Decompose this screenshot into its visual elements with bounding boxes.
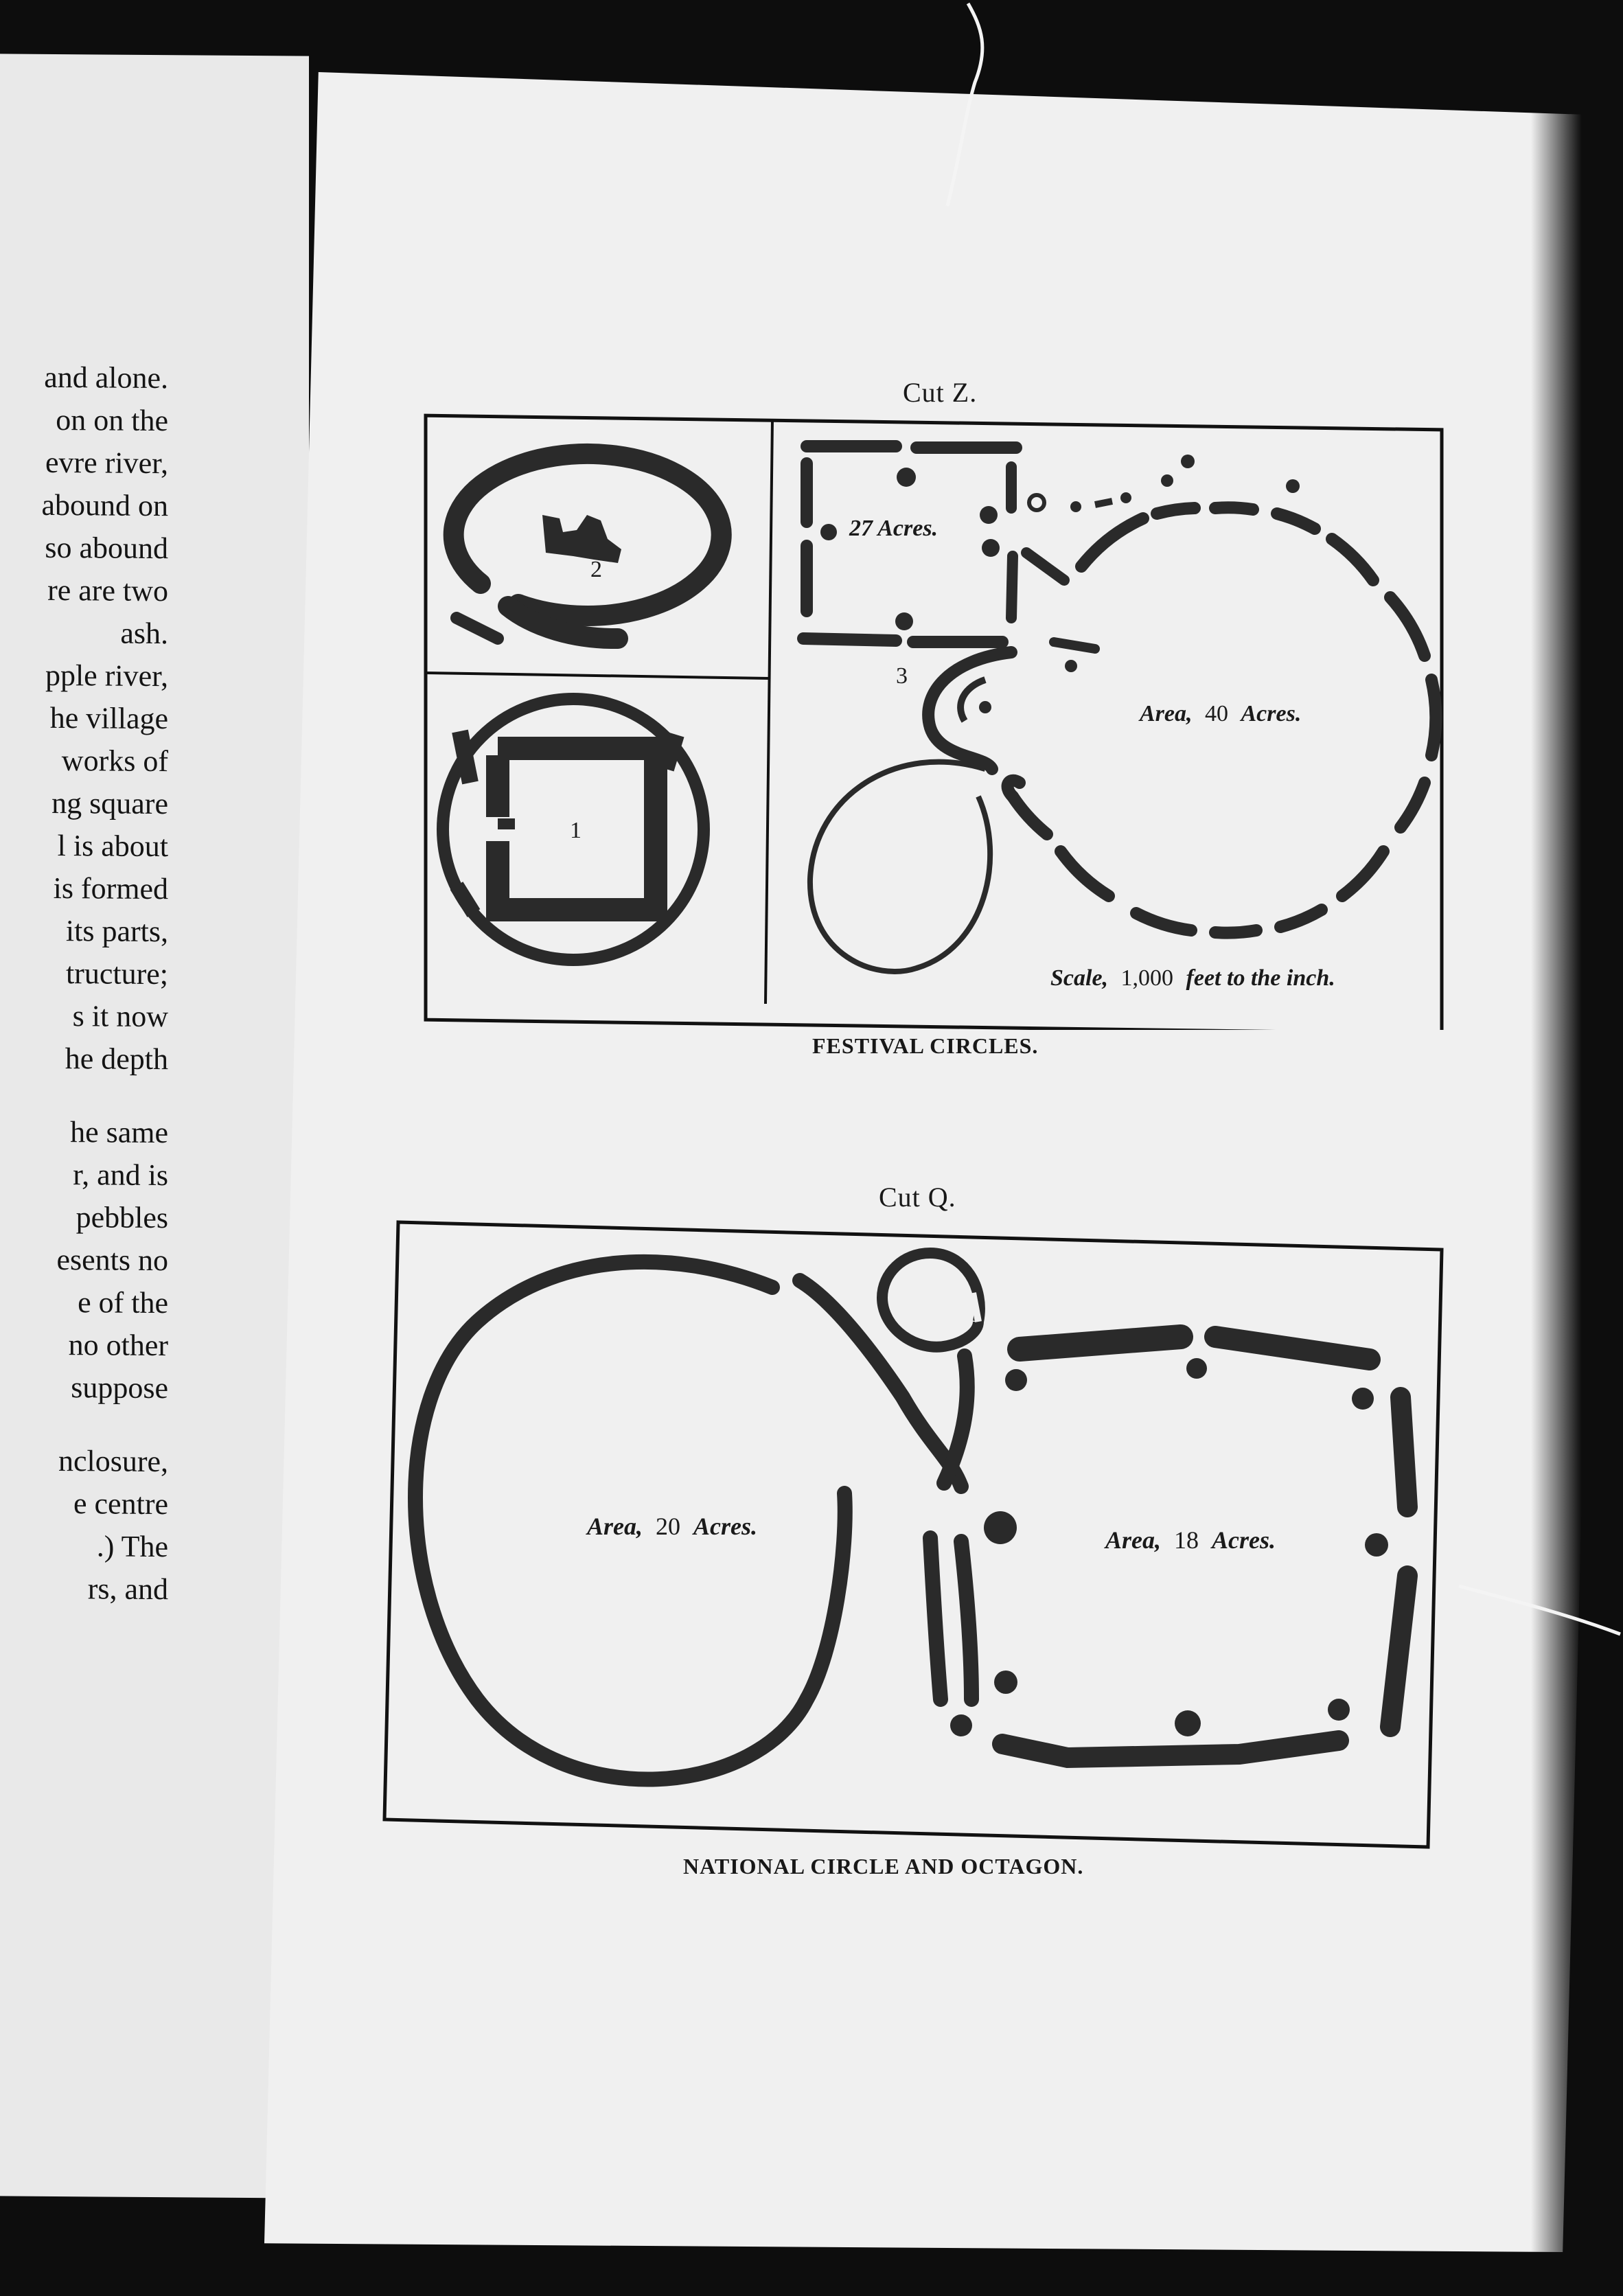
area-27-acres: 27 Acres. <box>849 516 939 541</box>
left-page-line: he depth <box>65 1042 168 1077</box>
left-page-line: e of the <box>78 1285 168 1320</box>
left-page-line: works of <box>61 744 168 779</box>
left-page-line: r, and is <box>73 1158 168 1193</box>
left-page-line: evre river, <box>45 445 168 481</box>
left-page-line: and alone. <box>44 360 168 395</box>
left-page-line: he same <box>70 1115 168 1150</box>
label-2: 2 <box>590 557 602 582</box>
left-page-line: ash. <box>120 616 168 651</box>
national-circle-caption <box>683 1854 1083 1879</box>
left-page-line: l is about <box>57 829 168 864</box>
festival-circles-caption-text: FESTIVAL CIRCLES. <box>812 1033 1039 1058</box>
page-edge-shadow <box>1531 96 1623 2259</box>
small-circle <box>810 762 990 972</box>
left-page-line <box>0 1408 168 1440</box>
area-40-prefix: Area, <box>1140 701 1193 726</box>
area-20-suffix: Acres. <box>693 1513 757 1540</box>
left-page-line: no other <box>68 1328 168 1363</box>
left-page-line: suppose <box>71 1370 168 1405</box>
national-circle-caption-text: NATIONAL CIRCLE AND OCTAGON. <box>683 1854 1084 1879</box>
left-page-line: e centre <box>73 1486 168 1522</box>
festival-circles-figure <box>415 412 1445 1030</box>
cut-q-title <box>879 1181 956 1213</box>
left-page-line: tructure; <box>65 956 168 991</box>
small-observatory-circle <box>882 1253 980 1347</box>
left-page-line: nclosure, <box>58 1444 168 1479</box>
area-40-suffix: Acres. <box>1241 701 1302 726</box>
work-2-ellipse <box>454 454 722 639</box>
national-circle-octagon-figure <box>381 1219 1449 1854</box>
left-page-line: he village <box>49 700 168 736</box>
area-20-acres-label <box>586 1513 757 1540</box>
area-20-prefix: Area, <box>587 1513 643 1540</box>
left-page-line: s it now <box>72 999 168 1034</box>
left-page <box>0 54 309 2198</box>
left-page-line: abound on <box>41 487 168 523</box>
left-page-line: so abound <box>45 530 168 566</box>
scale-value: 1,000 <box>1120 965 1174 991</box>
scale-prefix: Scale, <box>1050 965 1109 991</box>
left-page-line: its parts, <box>65 914 168 949</box>
label-3: 3 <box>896 663 908 689</box>
area-18-acres-label <box>1104 1526 1276 1554</box>
left-page-line: re are two <box>47 573 168 608</box>
work-1-circle-square <box>443 699 704 960</box>
octagon-18-acres <box>1002 1337 1407 1758</box>
area-18-value: 18 <box>1174 1526 1199 1554</box>
area-18-suffix: Acres. <box>1212 1526 1276 1554</box>
area-18-prefix: Area, <box>1105 1526 1161 1554</box>
octagon-gate-mounds <box>950 1358 1388 1736</box>
scale-suffix: feet to the inch. <box>1186 965 1335 991</box>
left-page-line <box>0 1079 168 1112</box>
scale-label <box>1050 965 1335 991</box>
cut-z-title-text: Cut Z. <box>903 377 978 408</box>
hook-gateway <box>928 652 1011 769</box>
left-page-line: ng square <box>51 785 168 821</box>
area-20-value: 20 <box>656 1513 680 1540</box>
cut-q-title-text: Cut Q. <box>879 1182 956 1213</box>
area-40-acres-label <box>1138 701 1301 726</box>
festival-circles-caption <box>812 1033 1038 1059</box>
film-scratch-right <box>1455 1572 1623 1655</box>
square-enclosure <box>803 446 1300 689</box>
left-page-line: pebbles <box>76 1200 168 1235</box>
left-page-line: on on the <box>56 402 168 438</box>
left-page-line: esents no <box>56 1243 168 1278</box>
cut-z-title <box>903 376 977 409</box>
left-page-line: pple river, <box>45 658 168 693</box>
area-40-value: 40 <box>1205 701 1228 726</box>
left-page-text <box>0 356 168 1611</box>
label-1: 1 <box>570 818 582 843</box>
film-scratch <box>927 0 1009 213</box>
left-page-line: .) The <box>96 1529 168 1564</box>
left-page-line: rs, and <box>87 1572 168 1607</box>
left-page-line: is formed <box>53 871 168 906</box>
